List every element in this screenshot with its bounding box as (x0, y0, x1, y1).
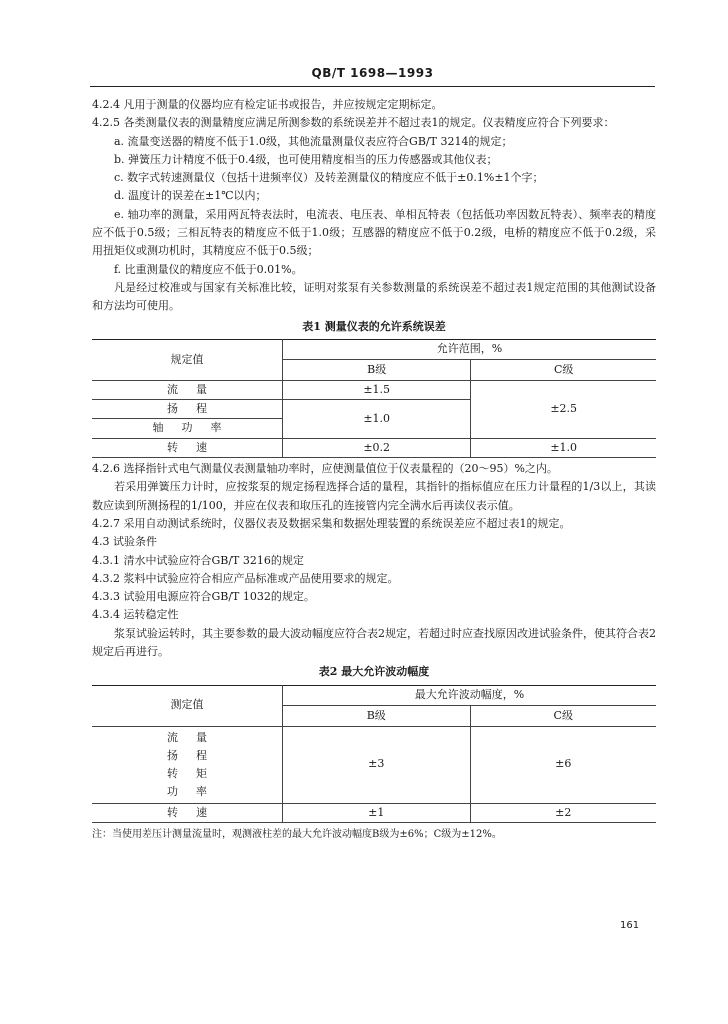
page-number: 161 (620, 920, 640, 931)
clause-4-3-2: 4.3.2 浆料中试验应符合相应产品标准或产品使用要求的规定。 (92, 571, 399, 585)
item-e: e. 轴功率的测量，采用两瓦特表法时，电流表、电压表、单相瓦特表（包括低功率因数瓦特表）、频率表的精度应不低于0.5级；三相瓦特表的精度应不低于1.0级；互感器的精度应不低于0.2级，电桥的精度应不低于0.2级，采用扭矩仪或测功机时，其精度应不低于0.5级； (92, 207, 656, 258)
item-b: b. 弹簧压力计精度不低于0.4级，也可使用精度相当的压力传感器或其他仪表； (114, 152, 498, 166)
item-f: f. 比重测量仪的精度应不低于0.01%。 (114, 262, 303, 276)
table1-row-head: 扬程 (92, 400, 283, 419)
clause-4-2-4: 4.2.4 凡用于测量的仪器均应有检定证书或报告，并应按规定定期标定。 (92, 98, 443, 111)
table2 (92, 685, 656, 823)
clause-4-3-1: 4.3.1 清水中试验应符合GB/T 3216的规定 (92, 553, 304, 567)
run-stability-paragraph: 浆泵试验运转时，其主要参数的最大波动幅度应符合表2规定，若超过时应查找原因改进试验条件，使其符合表2规定后再进行。 (92, 626, 656, 659)
table1-row-speed: 转速 (92, 438, 283, 457)
table2-note: 注：当使用差压计测量流量时，观测液柱差的最大允许波动幅度B级为±6%；C级为±12%。 (92, 828, 502, 840)
clause-4-3-3: 4.3.3 试验用电源应符合GB/T 1032的规定。 (92, 590, 315, 604)
table2-c-value: ±6 (470, 726, 656, 803)
table1-flow-b: ±1.5 (283, 380, 471, 399)
table1-head-power-b: ±1.0 (283, 400, 471, 439)
table2-b-value: ±3 (283, 726, 471, 803)
table1-b-head: B级 (283, 360, 471, 381)
table2-row-group (92, 726, 283, 803)
table2-c-head: C级 (470, 706, 656, 727)
table2-row-torque: 转矩 (167, 766, 225, 780)
item-a: a. 流量变送器的精度不低于1.0级，其他流量测量仪表应符合GB/T 3214的规定； (114, 134, 513, 148)
table1-row-flow: 流量 (92, 380, 283, 399)
spring-gauge-paragraph: 若采用弹簧压力计时，应按浆泵的规定扬程选择合适的量程，其指针的指标值应在压力计量程的1/3以上，其读数应读到所测扬程的1/100，并应在仪表和取压孔的连接管内完全满水后再读仪表示值。 (92, 480, 656, 512)
table1-col-head: 规定值 (92, 339, 283, 380)
section-4-3: 4.3 试验条件 (92, 535, 157, 549)
table2-row-speed: 转速 (92, 803, 283, 822)
table1 (92, 339, 656, 458)
document-body (92, 96, 656, 844)
table1-row-power: 轴功率 (92, 419, 283, 438)
table2-title: 表2 最大允许波动幅度 (318, 665, 430, 679)
table1-c-value: ±2.5 (471, 380, 656, 438)
table2-row-head: 扬程 (167, 748, 225, 762)
item-c: c. 数字式转速测量仪（包括十进频率仪）及转差测量仪的精度应不低于±0.1%±1个字； (114, 171, 544, 185)
other-equipment-paragraph: 凡是经过校准或与国家有关标准比较，证明对浆泵有关参数测量的系统误差不超过表1规定范围的其他测试设备和方法均可使用。 (92, 280, 656, 313)
clause-4-2-6: 4.2.6 选择指针式电气测量仪表测量轴功率时，应使测量值位于仪表量程的（20～95）%之内。 (92, 462, 558, 476)
table1-speed-c: ±1.0 (471, 438, 656, 457)
header-rule (90, 86, 655, 87)
table1-c-head: C级 (471, 360, 656, 381)
page-header: QB/T 1698—1993 (311, 66, 434, 80)
table2-speed-b: ±1 (283, 803, 471, 822)
table1-speed-b: ±0.2 (283, 438, 471, 457)
clause-4-2-7: 4.2.7 采用自动测试系统时，仪器仪表及数据采集和数据处理装置的系统误差应不超过表1的规定。 (92, 516, 571, 530)
table2-range-head: 最大允许波动幅度，% (283, 685, 657, 706)
table2-row-flow: 流量 (167, 730, 225, 744)
item-d: d. 温度计的误差在±1℃以内； (114, 189, 267, 203)
clause-4-3-4: 4.3.4 运转稳定性 (92, 608, 179, 622)
table2-col-head: 测定值 (92, 685, 283, 726)
table1-range-head: 允许范围，% (283, 339, 657, 360)
table2-speed-c: ±2 (470, 803, 656, 822)
table2-b-head: B级 (283, 706, 471, 727)
clause-4-2-5: 4.2.5 各类测量仪表的测量精度应满足所测参数的系统误差并不超过表1的规定。仪表精度应符合下列要求： (92, 116, 615, 130)
table2-row-power: 功率 (167, 784, 225, 798)
table1-title: 表1 测量仪表的允许系统误差 (302, 319, 446, 333)
